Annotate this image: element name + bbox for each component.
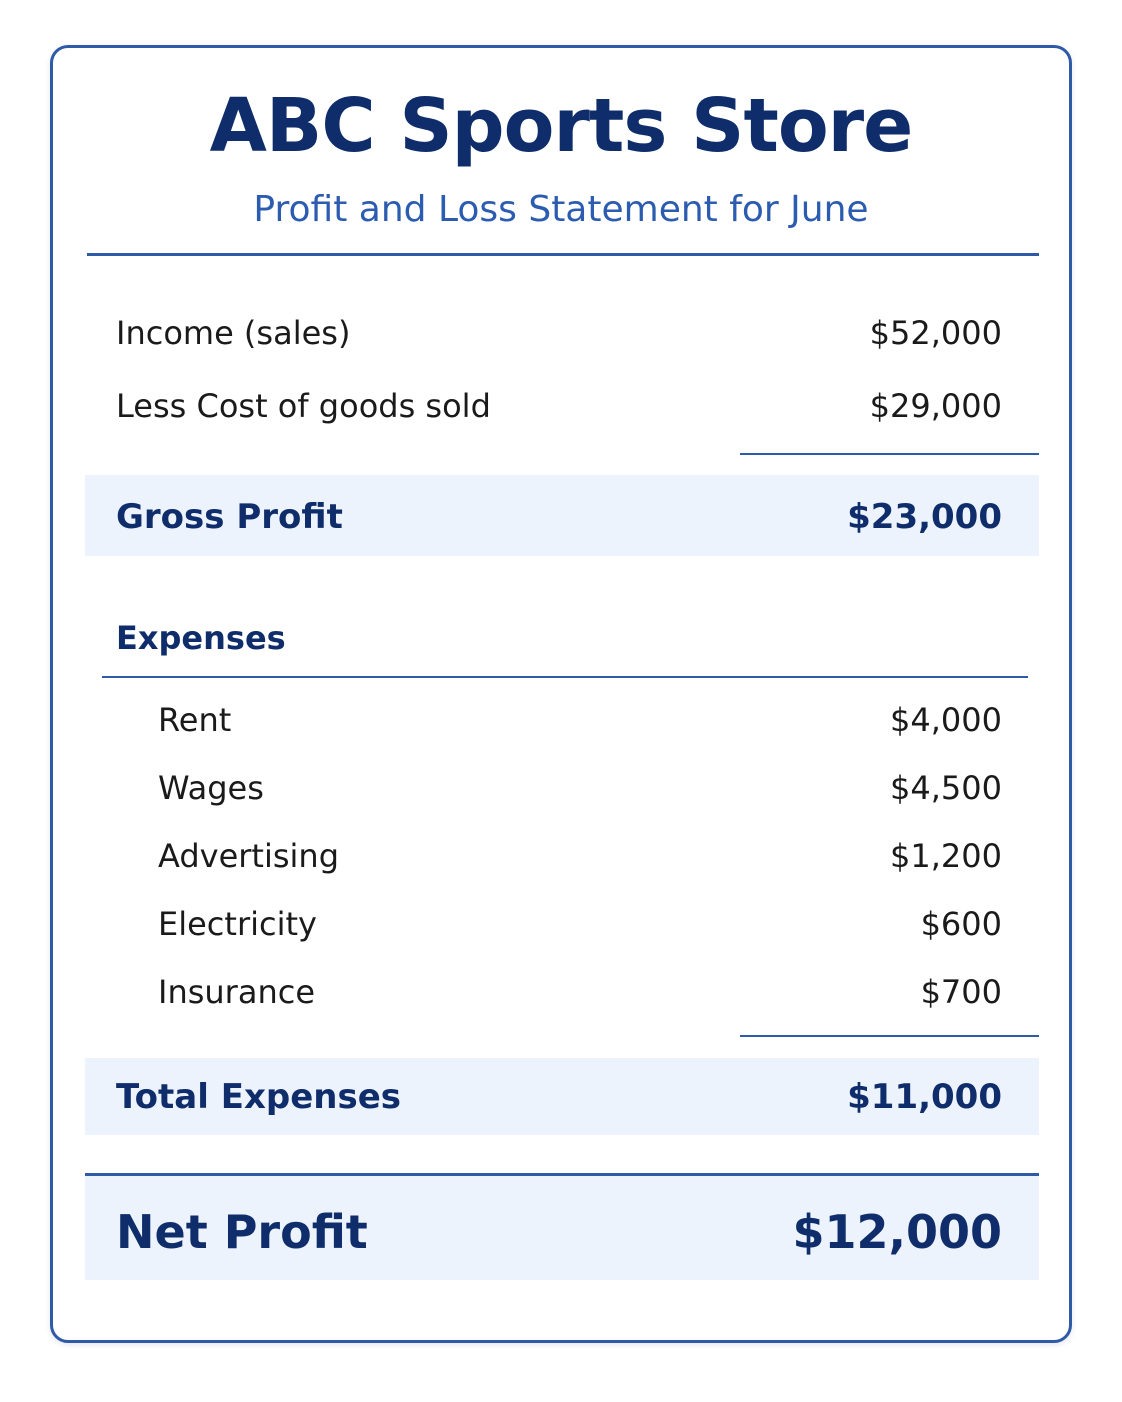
- expenses-heading: Expenses: [116, 619, 286, 657]
- income-value: $52,000: [869, 314, 1002, 352]
- income-label: Income (sales): [116, 314, 351, 352]
- net-profit-label: Net Profit: [116, 1205, 368, 1259]
- expense-value-wages: $4,500: [890, 769, 1002, 807]
- gross-profit-value: $23,000: [847, 497, 1002, 537]
- statement-subtitle: Profit and Loss Statement for June: [253, 189, 869, 230]
- store-title: ABC Sports Store: [209, 83, 913, 169]
- subtotal-divider: [740, 453, 1039, 455]
- expense-label-wages: Wages: [158, 769, 264, 807]
- expense-value-rent: $4,000: [890, 701, 1002, 739]
- net-profit-value: $12,000: [792, 1205, 1002, 1259]
- total-expenses-label: Total Expenses: [116, 1077, 402, 1117]
- expenses-subtotal-divider: [740, 1035, 1039, 1037]
- cogs-value: $29,000: [869, 387, 1002, 425]
- total-expenses-value: $11,000: [847, 1077, 1002, 1117]
- expense-value-electricity: $600: [920, 905, 1002, 943]
- expense-label-rent: Rent: [158, 701, 232, 739]
- expense-value-advertising: $1,200: [890, 837, 1002, 875]
- expense-label-advertising: Advertising: [158, 837, 340, 875]
- expenses-divider: [102, 676, 1028, 678]
- cogs-label: Less Cost of goods sold: [116, 387, 491, 425]
- expense-label-insurance: Insurance: [158, 973, 315, 1011]
- statement-card: [50, 45, 1072, 1343]
- gross-profit-label: Gross Profit: [116, 497, 343, 537]
- expense-value-insurance: $700: [920, 973, 1002, 1011]
- header-divider: [87, 253, 1039, 256]
- expense-label-electricity: Electricity: [158, 905, 317, 943]
